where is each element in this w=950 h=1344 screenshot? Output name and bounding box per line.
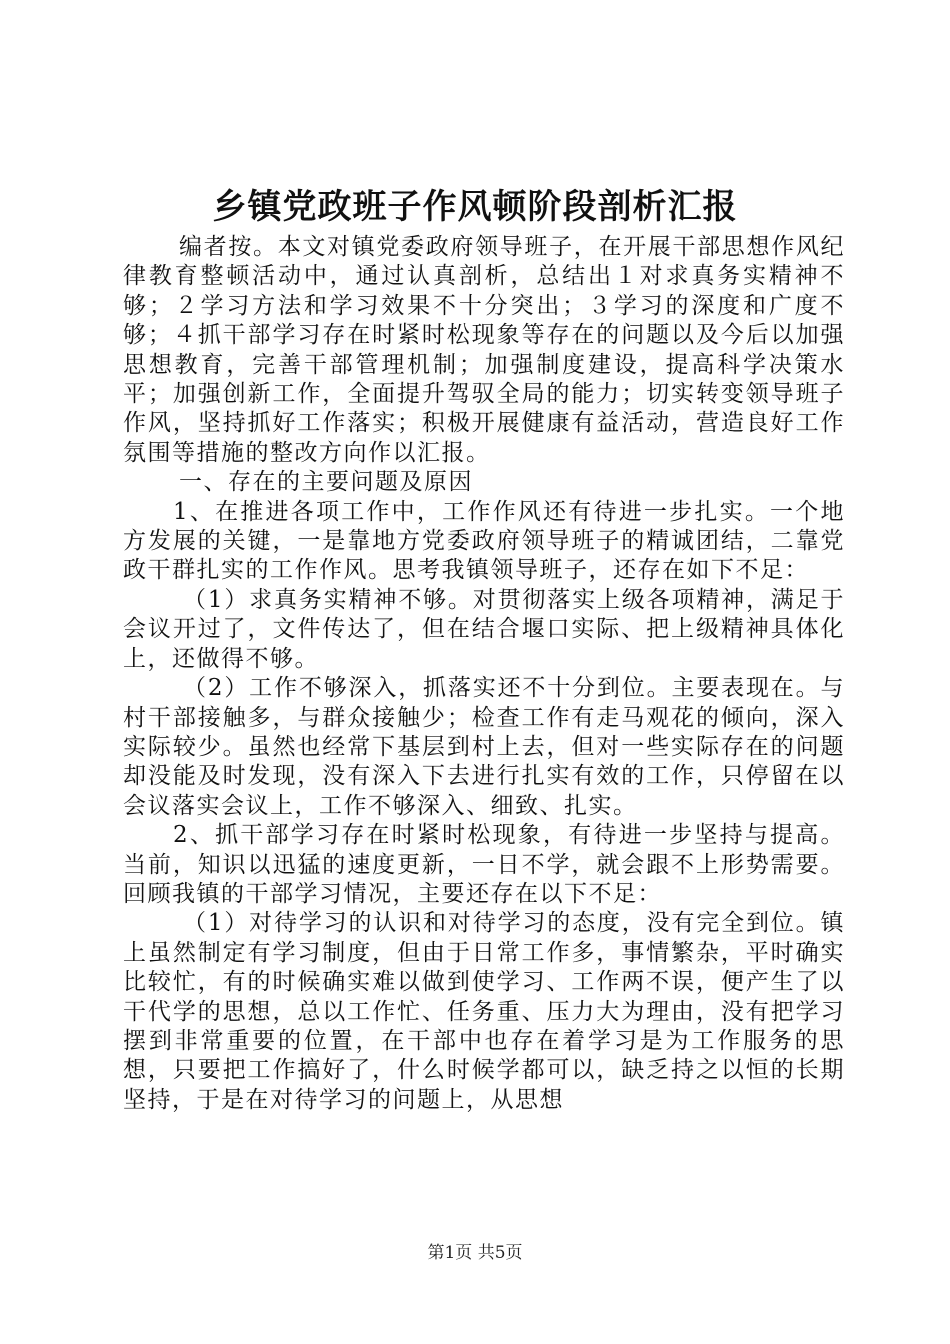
body-paragraph: （1）求真务实精神不够。对贯彻落实上级各项精神，满足于会议开过了，文件传达了，但在结合堰口实际、把上级精神具体化上，还做得不够。 — [123, 586, 845, 672]
editor-note-paragraph: 编者按。本文对镇党委政府领导班子，在开展干部思想作风纪律教育整顿活动中，通过认真剖析，总结出１对求真务实精神不够；２学习方法和学习效果不十分突出；３学习的深度和广度不够；４抓干部学习存在时紧时松现象等存在的问题以及今后以加强思想教育，完善干部管理机制；加强制度建设，提高科学决策水平；加强创新工作，全面提升驾驭全局的能力；切实转变领导班子作风，坚持抓好工作落实；积极开展健康有益活动，营造良好工作氛围等措施的整改方向作以汇报。 — [123, 234, 845, 466]
document-body — [123, 233, 845, 1115]
body-paragraph: 1、在推进各项工作中，工作作风还有待进一步扎实。一个地方发展的关键，一是靠地方党委政府领导班子的精诚团结，二靠党政干群扎实的工作作风。思考我镇领导班子，还存在如下不足： — [123, 498, 845, 584]
document-title: 乡镇党政班子作风顿阶段剖析汇报 — [212, 187, 738, 227]
page-number-footer: 第1页 共5页 — [427, 1243, 523, 1263]
section-heading: 一、存在的主要问题及原因 — [179, 469, 473, 496]
body-paragraph: 2、抓干部学习存在时紧时松现象，有待进一步坚持与提高。当前，知识以迅猛的速度更新，一日不学，就会跟不上形势需要。回顾我镇的干部学习情况，主要还存在以下不足： — [123, 822, 845, 907]
body-paragraph: （1）对待学习的认识和对待学习的态度，没有完全到位。镇上虽然制定有学习制度，但由于日常工作多，事情繁杂，平时确实比较忙，有的时候确实难以做到使学习、工作两不误，便产生了以干代学的思想，总以工作忙、任务重、压力大为理由，没有把学习摆到非常重要的位置，在干部中也存在着学习是为工作服务的思想，只要把工作搞好了，什么时候学都可以，缺乏持之以恒的长期坚持，于是在对待学习的问题上，从思想 — [123, 910, 845, 1113]
body-paragraph: （2）工作不够深入，抓落实还不十分到位。主要表现在。与村干部接触多，与群众接触少；检查工作有走马观花的倾向，深入实际较少。虽然也经常下基层到村上去，但对一些实际存在的问题却没能及时发现，没有深入下去进行扎实有效的工作，只停留在以会议落实会议上，工作不够深入、细致、扎实。 — [123, 675, 845, 819]
